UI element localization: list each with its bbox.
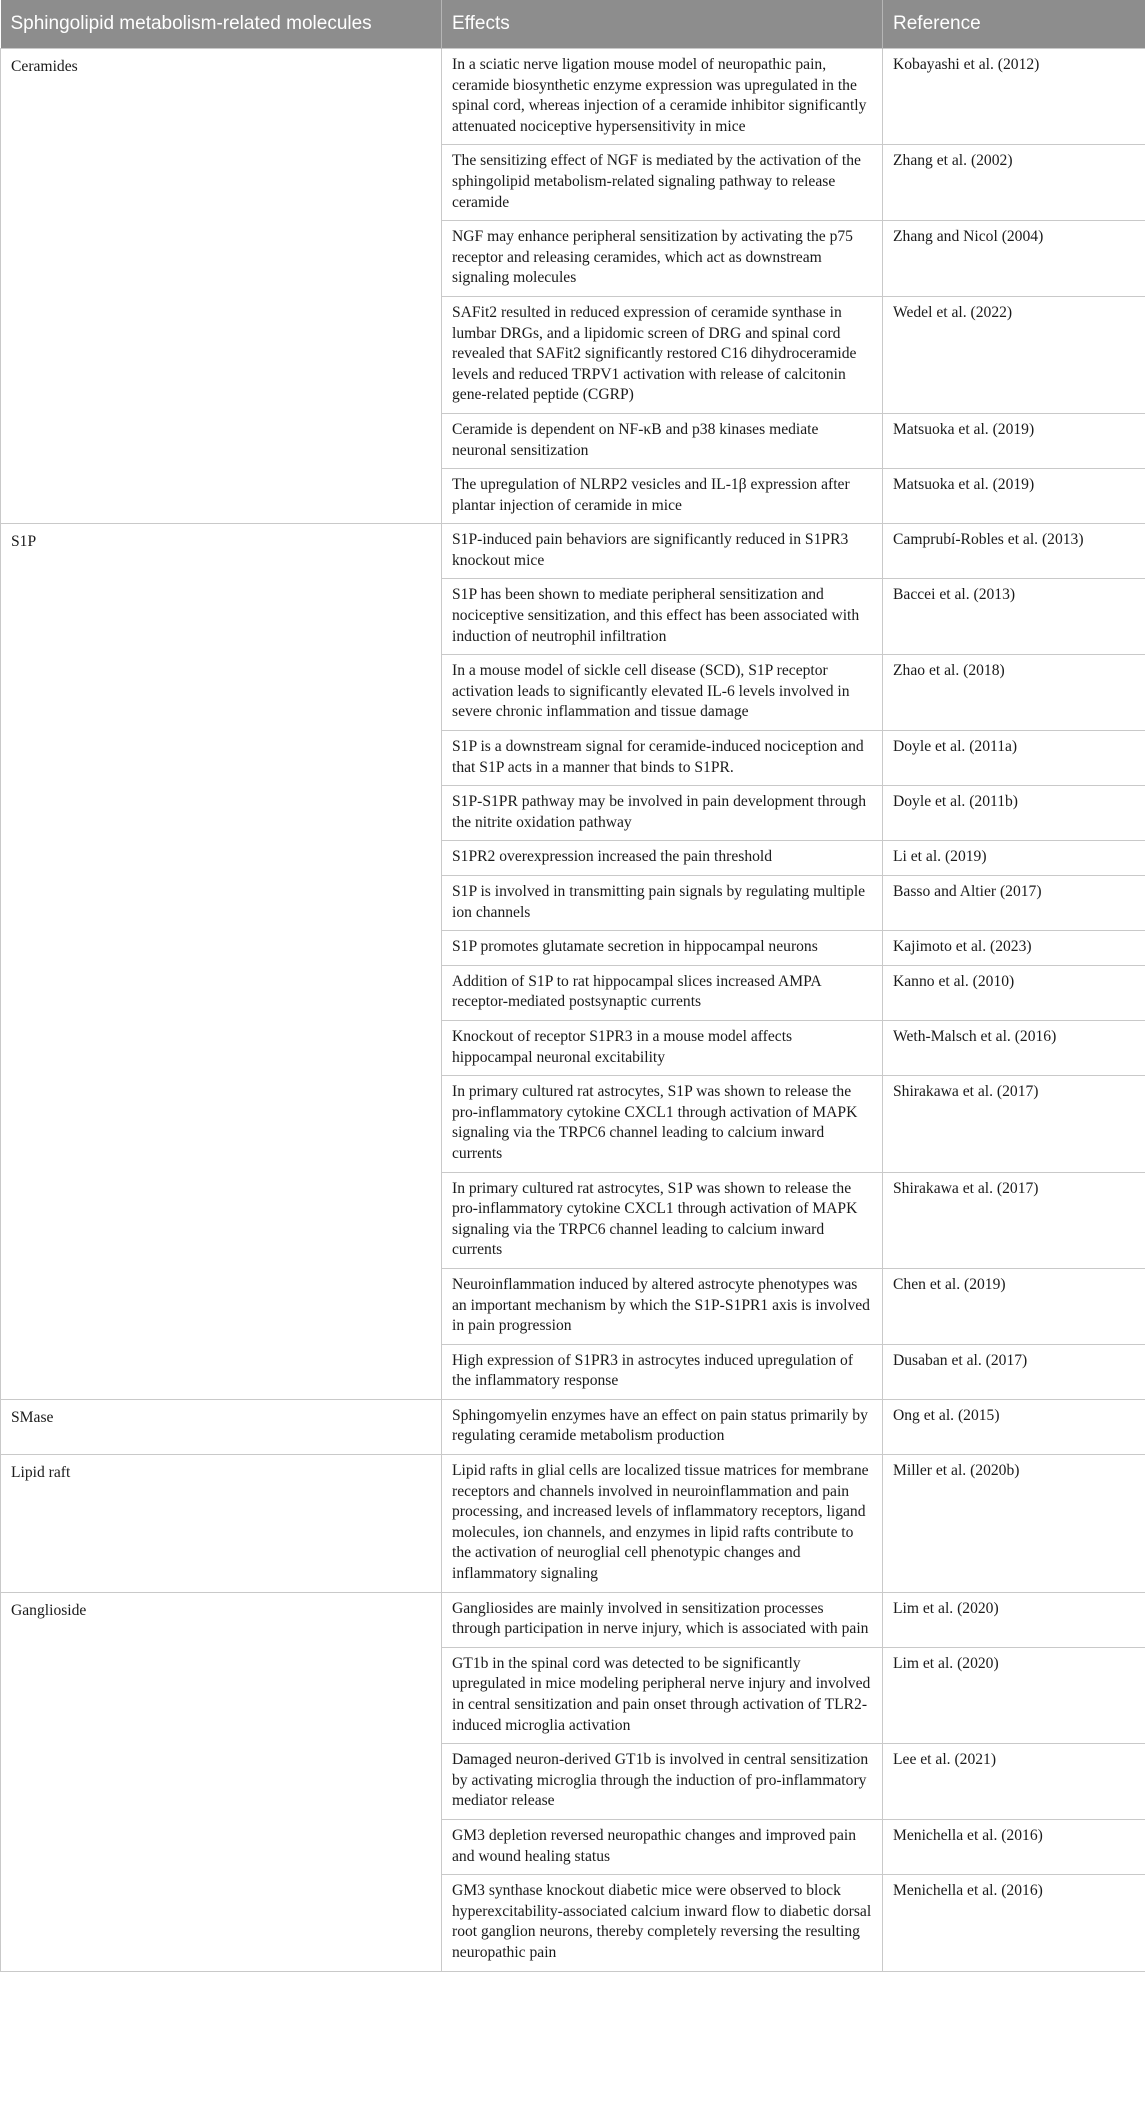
reference-cell: Weth-Malsch et al. (2016) bbox=[883, 1020, 1145, 1075]
effect-cell: GM3 synthase knockout diabetic mice were observed to block hyperexcitability-associated calcium inward flow to diabetic dorsal root ganglion neurons, thereby completely reversing the resulting neuropathic pain bbox=[442, 1875, 883, 1971]
header-reference: Reference bbox=[883, 0, 1145, 49]
reference-cell: Kanno et al. (2010) bbox=[883, 965, 1145, 1020]
reference-cell: Miller et al. (2020b) bbox=[883, 1455, 1145, 1593]
table-row bbox=[1, 49, 1145, 145]
effect-cell: High expression of S1PR3 in astrocytes induced upregulation of the inflammatory response bbox=[442, 1344, 883, 1399]
reference-cell: Lee et al. (2021) bbox=[883, 1744, 1145, 1820]
effect-cell: The upregulation of NLRP2 vesicles and IL-1β expression after plantar injection of ceramide in mice bbox=[442, 469, 883, 524]
effect-cell: In primary cultured rat astrocytes, S1P was shown to release the pro-inflammatory cytokine CXCL1 through activation of MAPK signaling via the TRPC6 channel leading to calcium inward currents bbox=[442, 1076, 883, 1172]
effect-cell: Gangliosides are mainly involved in sensitization processes through participation in nerve injury, which is associated with pain bbox=[442, 1592, 883, 1647]
table-row bbox=[1, 1399, 1145, 1454]
molecule-cell: Lipid raft bbox=[1, 1455, 442, 1593]
reference-cell: Lim et al. (2020) bbox=[883, 1647, 1145, 1743]
reference-cell: Camprubí-Robles et al. (2013) bbox=[883, 524, 1145, 579]
reference-cell: Zhao et al. (2018) bbox=[883, 655, 1145, 731]
effect-cell: Addition of S1P to rat hippocampal slices increased AMPA receptor-mediated postsynaptic currents bbox=[442, 965, 883, 1020]
molecule-cell: Ceramides bbox=[1, 49, 442, 524]
header-effects: Effects bbox=[442, 0, 883, 49]
effect-cell: S1P is a downstream signal for ceramide-induced nociception and that S1P acts in a manner that binds to S1PR. bbox=[442, 731, 883, 786]
reference-cell: Wedel et al. (2022) bbox=[883, 296, 1145, 413]
table-body bbox=[1, 49, 1145, 1972]
reference-cell: Dusaban et al. (2017) bbox=[883, 1344, 1145, 1399]
effect-cell: Sphingomyelin enzymes have an effect on pain status primarily by regulating ceramide metabolism production bbox=[442, 1399, 883, 1454]
molecule-cell: SMase bbox=[1, 1399, 442, 1454]
reference-cell: Shirakawa et al. (2017) bbox=[883, 1076, 1145, 1172]
molecule-cell: Ganglioside bbox=[1, 1592, 442, 1971]
reference-cell: Chen et al. (2019) bbox=[883, 1268, 1145, 1344]
effect-cell: S1P promotes glutamate secretion in hippocampal neurons bbox=[442, 931, 883, 966]
effect-cell: Lipid rafts in glial cells are localized tissue matrices for membrane receptors and channels involved in neuroinflammation and pain processing, and increased levels of inflammatory receptors, ligand molecules, ion channels, and enzymes in lipid rafts contribute to the activation of neuroglial cell phenotypic changes and inflammatory signaling bbox=[442, 1455, 883, 1593]
effect-cell: In primary cultured rat astrocytes, S1P was shown to release the pro-inflammatory cytokine CXCL1 through activation of MAPK signaling via the TRPC6 channel leading to calcium inward currents bbox=[442, 1172, 883, 1268]
reference-cell: Zhang et al. (2002) bbox=[883, 145, 1145, 221]
effect-cell: S1P-induced pain behaviors are significantly reduced in S1PR3 knockout mice bbox=[442, 524, 883, 579]
effect-cell: GT1b in the spinal cord was detected to be significantly upregulated in mice modeling peripheral nerve injury and involved in central sensitization and pain onset through activation of TLR2-induced microglia activation bbox=[442, 1647, 883, 1743]
reference-cell: Doyle et al. (2011b) bbox=[883, 786, 1145, 841]
table-row bbox=[1, 1592, 1145, 1647]
effect-cell: Neuroinflammation induced by altered astrocyte phenotypes was an important mechanism by which the S1P-S1PR1 axis is involved in pain progression bbox=[442, 1268, 883, 1344]
effect-cell: The sensitizing effect of NGF is mediated by the activation of the sphingolipid metabolism-related signaling pathway to release ceramide bbox=[442, 145, 883, 221]
reference-cell: Matsuoka et al. (2019) bbox=[883, 413, 1145, 468]
header-row bbox=[1, 0, 1145, 49]
table-row bbox=[1, 1455, 1145, 1593]
reference-cell: Doyle et al. (2011a) bbox=[883, 731, 1145, 786]
reference-cell: Ong et al. (2015) bbox=[883, 1399, 1145, 1454]
effect-cell: In a sciatic nerve ligation mouse model of neuropathic pain, ceramide biosynthetic enzyme expression was upregulated in the spinal cord, whereas injection of a ceramide inhibitor significantly attenuated nociceptive hypersensitivity in mice bbox=[442, 49, 883, 145]
effect-cell: SAFit2 resulted in reduced expression of ceramide synthase in lumbar DRGs, and a lipidomic screen of DRG and spinal cord revealed that SAFit2 significantly restored C16 dihydroceramide levels and reduced TRPV1 activation with release of calcitonin gene-related peptide (CGRP) bbox=[442, 296, 883, 413]
effect-cell: S1P is involved in transmitting pain signals by regulating multiple ion channels bbox=[442, 876, 883, 931]
reference-cell: Zhang and Nicol (2004) bbox=[883, 221, 1145, 297]
effect-cell: NGF may enhance peripheral sensitization by activating the p75 receptor and releasing ceramides, which act as downstream signaling molecules bbox=[442, 221, 883, 297]
reference-cell: Kobayashi et al. (2012) bbox=[883, 49, 1145, 145]
reference-cell: Lim et al. (2020) bbox=[883, 1592, 1145, 1647]
molecule-cell: S1P bbox=[1, 524, 442, 1400]
effect-cell: Damaged neuron-derived GT1b is involved in central sensitization by activating microglia through the induction of pro-inflammatory mediator release bbox=[442, 1744, 883, 1820]
reference-cell: Menichella et al. (2016) bbox=[883, 1819, 1145, 1874]
reference-cell: Menichella et al. (2016) bbox=[883, 1875, 1145, 1971]
effect-cell: S1P has been shown to mediate peripheral sensitization and nociceptive sensitization, and this effect has been associated with induction of neutrophil infiltration bbox=[442, 579, 883, 655]
effect-cell: GM3 depletion reversed neuropathic changes and improved pain and wound healing status bbox=[442, 1819, 883, 1874]
effect-cell: In a mouse model of sickle cell disease (SCD), S1P receptor activation leads to significantly elevated IL-6 levels involved in severe chronic inflammation and tissue damage bbox=[442, 655, 883, 731]
reference-cell: Matsuoka et al. (2019) bbox=[883, 469, 1145, 524]
effect-cell: S1PR2 overexpression increased the pain threshold bbox=[442, 841, 883, 876]
effect-cell: Ceramide is dependent on NF-κB and p38 kinases mediate neuronal sensitization bbox=[442, 413, 883, 468]
reference-cell: Basso and Altier (2017) bbox=[883, 876, 1145, 931]
reference-cell: Li et al. (2019) bbox=[883, 841, 1145, 876]
reference-cell: Shirakawa et al. (2017) bbox=[883, 1172, 1145, 1268]
effect-cell: Knockout of receptor S1PR3 in a mouse model affects hippocampal neuronal excitability bbox=[442, 1020, 883, 1075]
reference-cell: Baccei et al. (2013) bbox=[883, 579, 1145, 655]
reference-cell: Kajimoto et al. (2023) bbox=[883, 931, 1145, 966]
table-header bbox=[1, 0, 1145, 49]
effect-cell: S1P-S1PR pathway may be involved in pain development through the nitrite oxidation pathway bbox=[442, 786, 883, 841]
header-molecules: Sphingolipid metabolism-related molecules bbox=[1, 0, 442, 49]
table-row bbox=[1, 524, 1145, 579]
